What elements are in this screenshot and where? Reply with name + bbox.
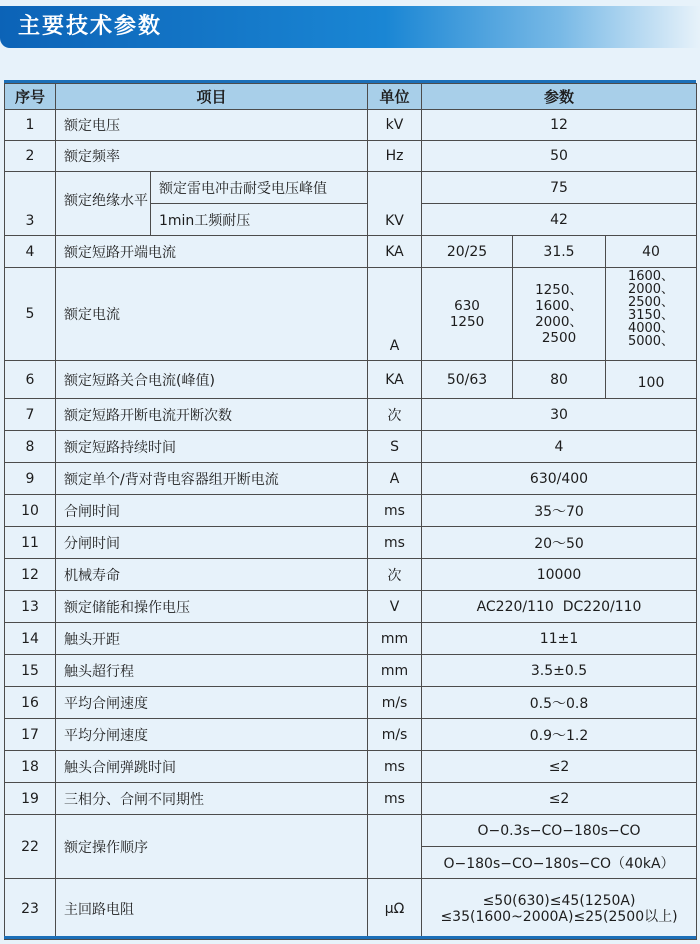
row-no: 15 (5, 655, 56, 687)
row-value: 1250、 1600、 2000、 2500 (513, 268, 606, 361)
row-unit: μΩ (368, 879, 422, 940)
table-row (5, 879, 697, 940)
row-no: 12 (5, 559, 56, 591)
title-banner (0, 6, 700, 48)
row-unit: 次 (368, 559, 422, 591)
row-no: 1 (5, 110, 56, 141)
row-no: 4 (5, 236, 56, 268)
row-no: 9 (5, 463, 56, 495)
row-subitem: 1min工频耐压 (151, 204, 368, 236)
row-no: 13 (5, 591, 56, 623)
row-no: 23 (5, 879, 56, 940)
row-no: 16 (5, 687, 56, 719)
row-no: 22 (5, 815, 56, 879)
row-value: 30 (422, 399, 697, 431)
row-value: 80 (513, 361, 606, 399)
row-value: AC220/110 DC220/110 (422, 591, 697, 623)
row-unit: m/s (368, 687, 422, 719)
row-value: ≤2 (422, 751, 697, 783)
row-no: 14 (5, 623, 56, 655)
table-row (5, 495, 697, 527)
row-no: 3 (5, 172, 56, 236)
row-item: 分闸时间 (56, 527, 368, 559)
table-row (5, 110, 697, 141)
row-no: 18 (5, 751, 56, 783)
row-value: 75 (422, 172, 697, 204)
row-value: 42 (422, 204, 697, 236)
row-value: 50 (422, 141, 697, 172)
row-item: 额定短路持续时间 (56, 431, 368, 463)
table-row (5, 591, 697, 623)
row-unit: V (368, 591, 422, 623)
header-unit: 单位 (368, 84, 422, 110)
header-no: 序号 (5, 84, 56, 110)
row-unit: KA (368, 361, 422, 399)
row-item: 额定单个/背对背电容器组开断电流 (56, 463, 368, 495)
row-item: 三相分、合闸不同期性 (56, 783, 368, 815)
row-item: 触头超行程 (56, 655, 368, 687)
spec-table (4, 83, 697, 940)
row-value: O−0.3s−CO−180s−CO (422, 815, 697, 847)
row-value: 35～70 (422, 495, 697, 527)
row-value: 1600、 2000、 2500、 3150、 4000、 5000、 (606, 268, 697, 361)
header-param: 参数 (422, 84, 697, 110)
table-row (5, 655, 697, 687)
row-no: 17 (5, 719, 56, 751)
row-unit: KA (368, 236, 422, 268)
row-item: 额定储能和操作电压 (56, 591, 368, 623)
row-item: 平均合闸速度 (56, 687, 368, 719)
row-unit: KV (368, 172, 422, 236)
table-row (5, 527, 697, 559)
row-value: 31.5 (513, 236, 606, 268)
row-item: 额定短路关合电流(峰值) (56, 361, 368, 399)
row-unit: A (368, 463, 422, 495)
row-no: 5 (5, 268, 56, 361)
row-value: 3.5±0.5 (422, 655, 697, 687)
row-unit: A (368, 268, 422, 361)
row-item: 额定电压 (56, 110, 368, 141)
table-row (5, 559, 697, 591)
row-value-line: ≤50(630)≤45(1250A) (482, 893, 636, 909)
table-row (5, 268, 697, 361)
row-item: 触头合闸弹跳时间 (56, 751, 368, 783)
row-item: 额定短路开断电流开断次数 (56, 399, 368, 431)
row-value: 10000 (422, 559, 697, 591)
table-row (5, 687, 697, 719)
row-item: 机械寿命 (56, 559, 368, 591)
table-row (5, 783, 697, 815)
page-title: 主要技术参数 (18, 14, 163, 39)
table-row (5, 141, 697, 172)
row-value: 630 1250 (422, 268, 513, 361)
row-no: 11 (5, 527, 56, 559)
row-unit: Hz (368, 141, 422, 172)
row-unit: 次 (368, 399, 422, 431)
row-unit (368, 815, 422, 879)
header-item: 项目 (56, 84, 368, 110)
row-value: 630/400 (422, 463, 697, 495)
row-item: 额定频率 (56, 141, 368, 172)
row-unit: ms (368, 495, 422, 527)
row-value: 12 (422, 110, 697, 141)
row-value: 20～50 (422, 527, 697, 559)
table-row (5, 399, 697, 431)
row-value: 50/63 (422, 361, 513, 399)
row-item: 额定操作顺序 (56, 815, 368, 879)
row-unit: ms (368, 783, 422, 815)
table-row (5, 431, 697, 463)
row-unit: mm (368, 623, 422, 655)
row-no: 10 (5, 495, 56, 527)
table-bottom-rule (4, 936, 696, 939)
row-no: 7 (5, 399, 56, 431)
table-row (5, 236, 697, 268)
row-item: 主回路电阻 (56, 879, 368, 940)
table-row (5, 172, 697, 204)
row-value: ≤2 (422, 783, 697, 815)
table-row (5, 361, 697, 399)
row-value: 0.9～1.2 (422, 719, 697, 751)
row-value: 0.5～0.8 (422, 687, 697, 719)
row-item: 额定电流 (56, 268, 368, 361)
row-unit: m/s (368, 719, 422, 751)
row-no: 6 (5, 361, 56, 399)
row-no: 8 (5, 431, 56, 463)
row-value-multiline (422, 879, 697, 940)
row-unit: mm (368, 655, 422, 687)
row-no: 19 (5, 783, 56, 815)
row-unit: S (368, 431, 422, 463)
row-unit: kV (368, 110, 422, 141)
table-row (5, 719, 697, 751)
row-item: 额定短路开端电流 (56, 236, 368, 268)
row-value: O−180s−CO−180s−CO（40kA） (422, 847, 697, 879)
table-row (5, 751, 697, 783)
row-value: 4 (422, 431, 697, 463)
row-item: 触头开距 (56, 623, 368, 655)
row-value: 100 (606, 361, 697, 399)
table-header-row (5, 84, 697, 110)
row-subitem: 额定雷电冲击耐受电压峰值 (151, 172, 368, 204)
table-row (5, 463, 697, 495)
row-value: 40 (606, 236, 697, 268)
table-row (5, 623, 697, 655)
row-unit: ms (368, 751, 422, 783)
row-value: 20/25 (422, 236, 513, 268)
row-item: 合闸时间 (56, 495, 368, 527)
row-value-line: ≤35(1600~2000A)≤25(2500以上) (440, 909, 678, 925)
row-item: 额定绝缘水平 (56, 172, 151, 236)
row-no: 2 (5, 141, 56, 172)
row-item: 平均分闸速度 (56, 719, 368, 751)
row-value: 11±1 (422, 623, 697, 655)
row-unit: ms (368, 527, 422, 559)
table-row (5, 815, 697, 847)
